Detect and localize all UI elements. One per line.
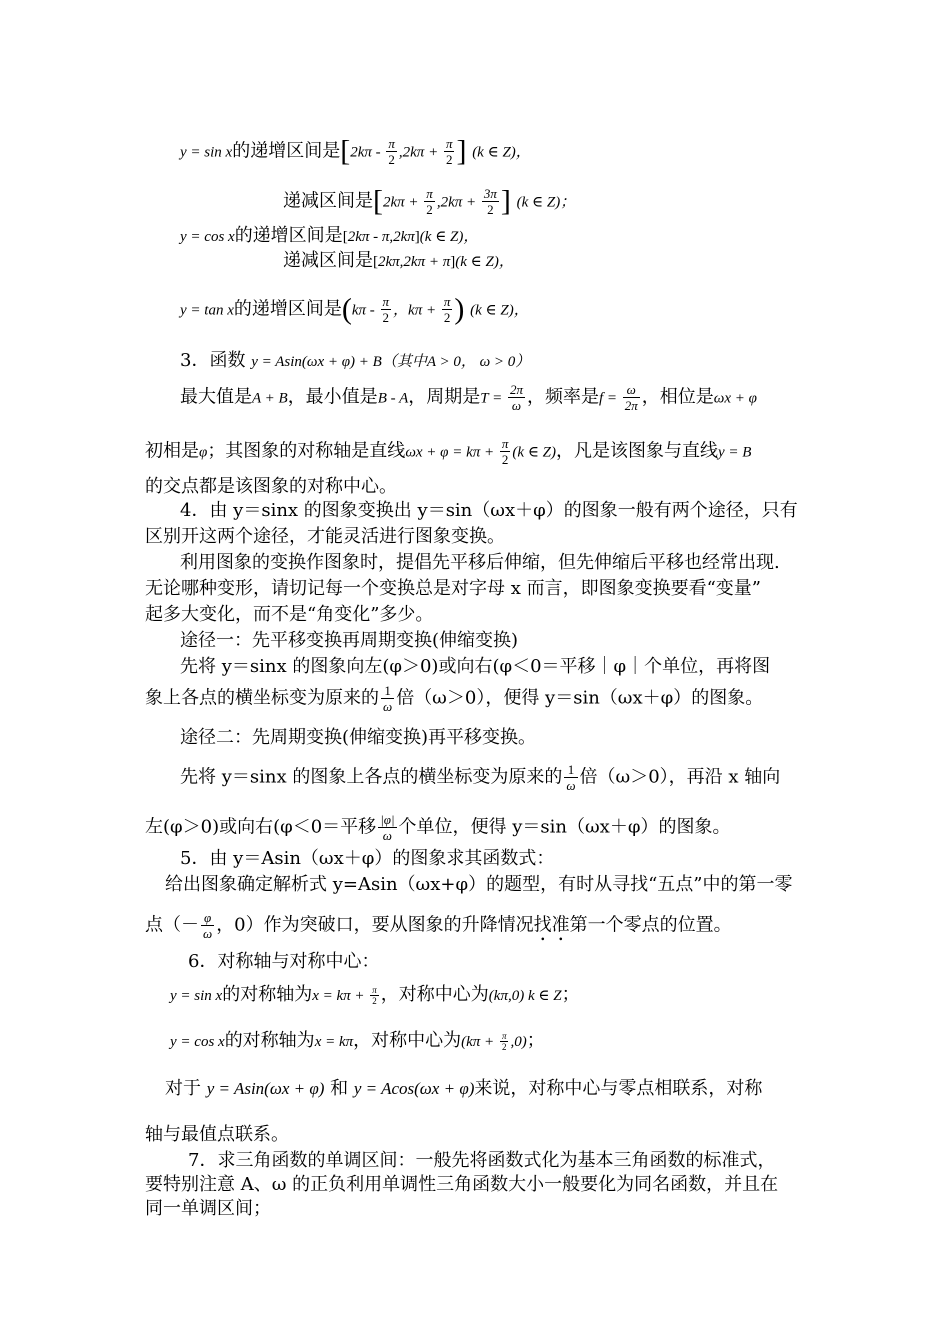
- cos-symmetry-line: y = cos x的对称轴为x = kπ，对称中心为(kπ + $\frac{\pi}{2}$ ,0)；: [170, 1030, 545, 1052]
- section-6-line-3: 对于 y = Asin(ωx + φ) 和 y = Acos(ωx + φ)来说，对称中心与零点相联系，对称: [165, 1078, 763, 1099]
- fraction: $\frac{3\pi}{2}$: [483, 186, 497, 217]
- sin-increasing-line: y = sin x的递增区间是[2kπ - $\frac{\pi}{2}$ ,2kπ + $\frac{\pi}{2}$ ] (k ∈ Z)，: [180, 134, 531, 168]
- fraction: $\frac{\pi}{2}$: [501, 1030, 507, 1052]
- fraction: $\frac{\pi}{2}$: [382, 294, 390, 325]
- section-4-line-3: 利用图象的变换作图象时，提倡先平移后伸缩，但先伸缩后平移也经常出现.: [180, 552, 780, 573]
- section-5-line-2: 点（－ $\frac{\varphi}{\omega}$ ，0）作为突破口，要从图象的升降情况找准第一个零点的位置。: [145, 910, 732, 941]
- fraction: $\frac{2\pi}{\omega}$: [509, 382, 523, 413]
- section-3-line-2: 初相是φ；其图象的对称轴是直线ωx + φ = kπ + $\frac{\pi}{2}$ (k ∈ Z)，凡是该图象与直线y = B: [145, 436, 752, 467]
- section-3-line-3: 的交点都是该图象的对称中心。: [145, 476, 397, 497]
- section-6-line-4: 轴与最值点联系。: [145, 1124, 289, 1145]
- fraction: $\frac{\pi}{2}$: [426, 186, 433, 217]
- fraction: $\frac{1}{\omega}$: [383, 683, 393, 714]
- section-4-line-1: 4．由 y＝sinx 的图象变换出 y＝sin（ωx＋φ）的图象一般有两个途径，只有: [180, 500, 798, 521]
- fraction: $\frac{1}{\omega}$: [566, 762, 576, 793]
- section-7-line-2: 要特别注意 A、ω 的正负利用单调性三角函数大小一般要化为同名函数，并且在: [145, 1174, 779, 1195]
- fraction: $\frac{\pi}{2}$: [501, 436, 509, 467]
- section-7-line-3: 同一单调区间；: [145, 1198, 271, 1219]
- path-2-line-1: 先将 y＝sinx 的图象上各点的横坐标变为原来的 $\frac{1}{\omega}$ 倍（ω＞0），再沿 x 轴向: [180, 762, 781, 793]
- cos-decreasing-line: 递减区间是[2kπ,2kπ + π](k ∈ Z)，: [283, 250, 514, 271]
- section-4-line-4: 无论哪种变形，请切记每一个变换总是对字母 x 而言，即图象变换要看“变量”: [145, 578, 761, 599]
- fraction: $\frac{\pi}{2}$: [445, 136, 453, 167]
- fraction: $\frac{\pi}{2}$: [372, 984, 377, 1006]
- fraction: $\frac{\omega}{2\pi}$: [624, 382, 638, 413]
- section-7-line-1: 7．求三角函数的单调区间：一般先将函数式化为基本三角函数的标准式，: [188, 1150, 776, 1171]
- cos-increasing-line: y = cos x的递增区间是[2kπ - π,2kπ](k ∈ Z)，: [180, 225, 479, 246]
- section-6-heading: 6．对称轴与对称中心：: [188, 951, 380, 972]
- tan-increasing-line: y = tan x的递增区间是(kπ - $\frac{\pi}{2}$ ，kπ + $\frac{\pi}{2}$ ) (k ∈ Z)，: [180, 292, 529, 326]
- fraction: $\frac{|\varphi|}{\omega}$: [380, 812, 395, 843]
- fraction: $\frac{\varphi}{\omega}$: [203, 910, 213, 941]
- sin-symmetry-line: y = sin x的对称轴为x = kπ + $\frac{\pi}{2}$ ，对称中心为(kπ,0) k ∈ Z；: [170, 984, 580, 1006]
- path-1-title: 途径一：先平移变换再周期变换(伸缩变换): [180, 630, 519, 651]
- section-5-heading: 5．由 y＝Asin（ωx＋φ）的图象求其函数式：: [180, 848, 555, 869]
- section-3-line-1: 最大值是A + B，最小值是B - A，周期是T = $\frac{2\pi}{\omega}$ ，频率是f = $\frac{\omega}{2\pi}$ ，相位是ωx + φ: [180, 382, 757, 413]
- path-1-line-2: 象上各点的横坐标变为原来的 $\frac{1}{\omega}$ 倍（ω＞0），便得 y＝sin（ωx＋φ）的图象。: [145, 683, 764, 714]
- section-4-line-2: 区别开这两个途径，才能灵活进行图象变换。: [145, 526, 505, 547]
- path-2-title: 途径二：先周期变换(伸缩变换)再平移变换。: [180, 727, 537, 748]
- section-3-heading: 3．函数 y = Asin(ωx + φ) + B（其中A > 0， ω > 0）: [180, 350, 531, 371]
- section-5-line-1: 给出图象确定解析式 y=Asin（ωx+φ）的题型，有时从寻找“五点”中的第一零: [165, 874, 793, 895]
- path-2-line-2: 左(φ＞0)或向右(φ＜0＝平移 $\frac{|\varphi|}{\omega}$ 个单位，便得 y＝sin（ωx＋φ）的图象。: [145, 812, 731, 843]
- sin-decreasing-line: 递减区间是[2kπ + $\frac{\pi}{2}$ ,2kπ + $\frac{3\pi}{2}$ ] (k ∈ Z)；: [283, 184, 576, 218]
- path-1-line-1: 先将 y＝sinx 的图象向左(φ＞0)或向右(φ＜0＝平移｜φ｜个单位，再将图: [180, 656, 771, 677]
- section-4-line-5: 起多大变化，而不是“角变化”多少。: [145, 604, 434, 625]
- fraction: $\frac{\pi}{2}$: [388, 136, 395, 167]
- fraction: $\frac{\pi}{2}$: [443, 294, 451, 325]
